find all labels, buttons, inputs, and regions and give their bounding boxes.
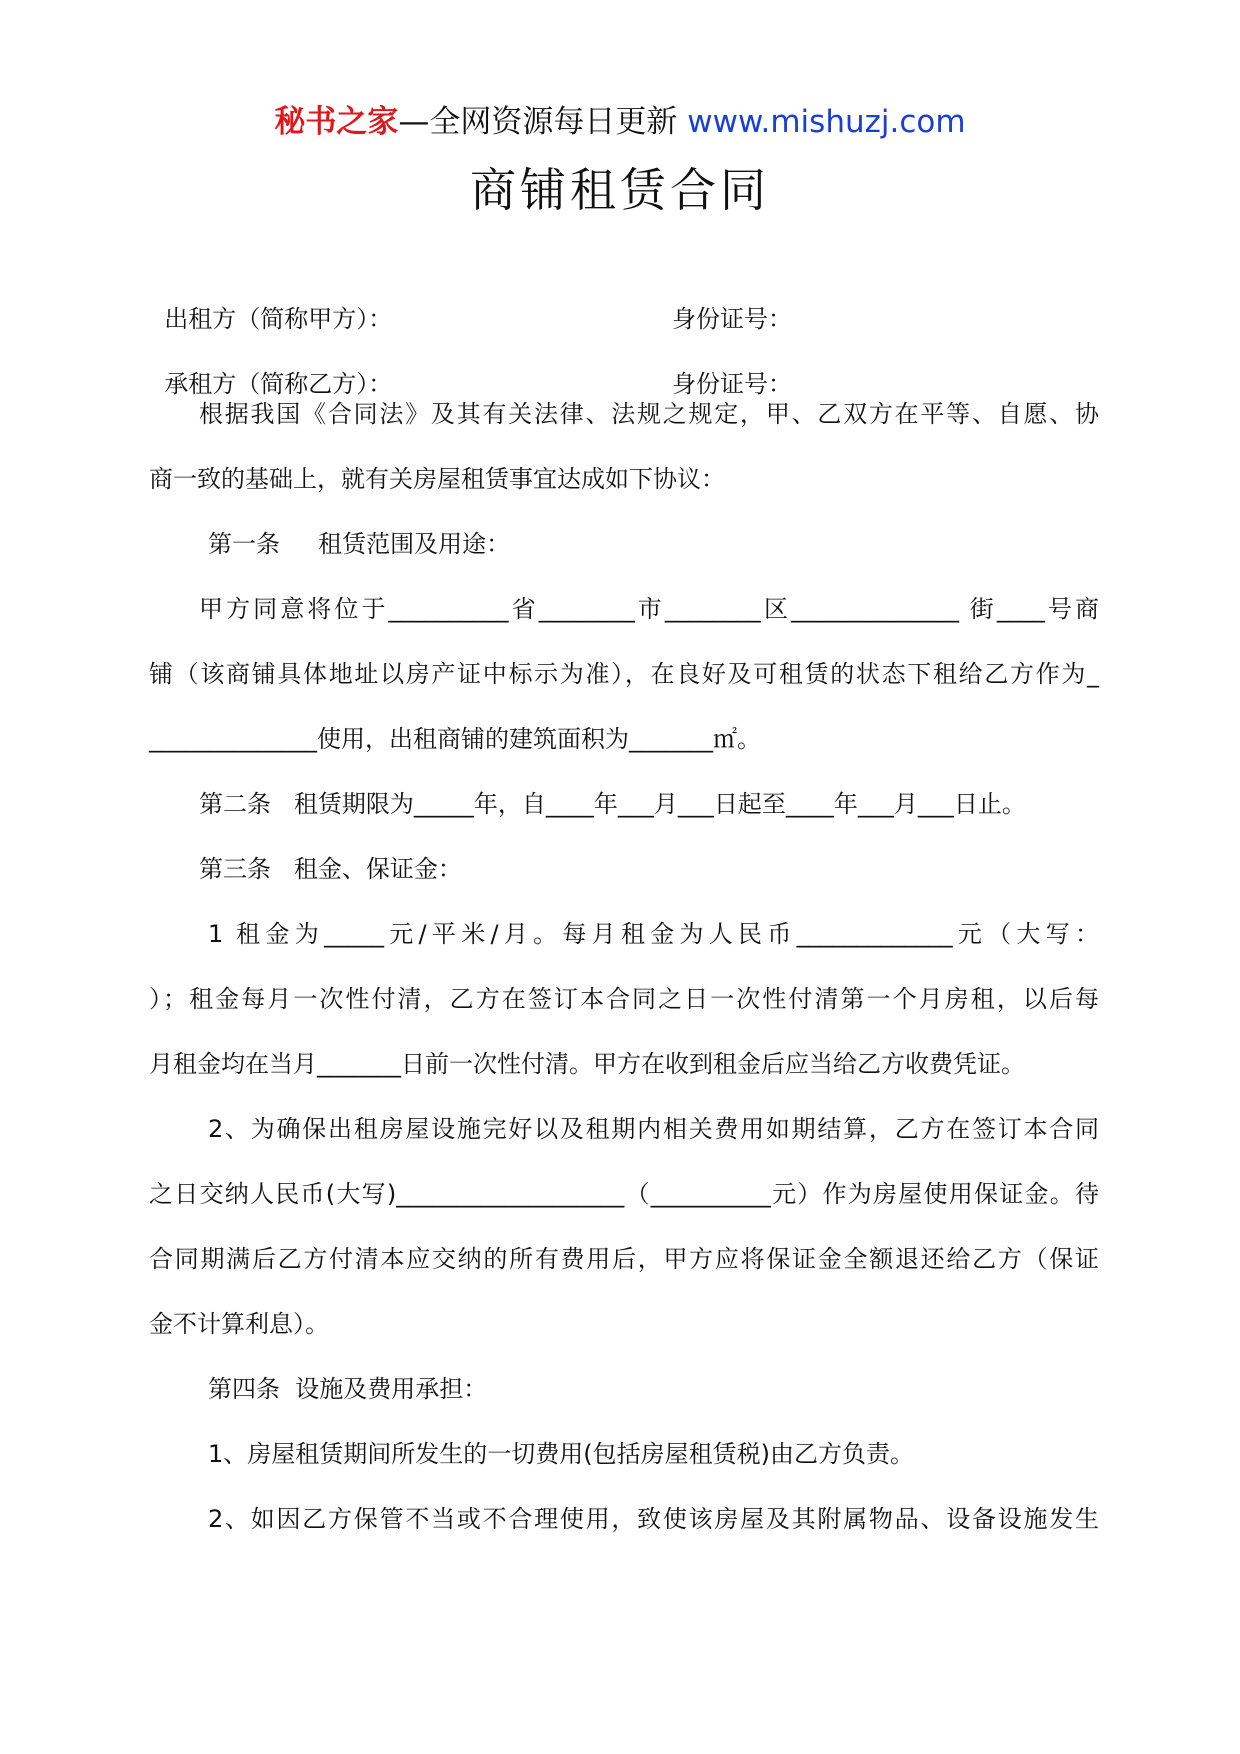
article-2: 第二条 租赁期限为_____年，自____年___月___日起至____年___月___日止。 [199, 790, 1026, 818]
site-banner [0, 102, 1240, 142]
banner-brand: 秘书之家 [274, 104, 399, 140]
article-1-line-2: 铺（该商铺具体地址以房产证中标示为准），在良好及可租赁的状态下租给乙方作为_ [149, 660, 1099, 688]
article-3-clause-1-line-3: 月租金均在当月_______日前一次性付清。甲方在收到租金后应当给乙方收费凭证。 [149, 1050, 1025, 1078]
article-3-clause-1-line-2: ）；租金每月一次性付清，乙方在签订本合同之日一次性付清第一个月房租，以后每 [149, 985, 1099, 1013]
lessee-row [149, 333, 1099, 401]
lessor-row [149, 268, 1099, 336]
article-3-clause-1-line-1: 1 租金为_____元/平米/月。每月租金为人民币_____________元（大写： [208, 920, 1099, 948]
banner-slogan: —全网资源每日更新 [398, 104, 688, 140]
article-3-heading: 第三条 租金、保证金： [199, 855, 462, 883]
article-3-clause-2-line-2: 之日交纳人民币(大写)___________________（__________元）作为房屋使用保证金。待 [149, 1180, 1099, 1208]
article-1-line-1: 甲方同意将位于__________省________市________区______________ 街____号商 [199, 595, 1099, 623]
preamble-line-1: 根据我国《合同法》及其有关法律、法规之规定，甲、乙双方在平等、自愿、协 [199, 400, 1099, 428]
article-1-line-3: ______________使用，出租商铺的建筑面积为_______㎡。 [149, 725, 761, 753]
article-4-clause-2-line-1: 2、如因乙方保管不当或不合理使用，致使该房屋及其附属物品、设备设施发生 [208, 1505, 1099, 1533]
lessor-id-label: 身份证号： [672, 305, 792, 333]
lessee-id-label: 身份证号： [672, 370, 792, 398]
lessor-label: 出租方（简称甲方）： [164, 305, 393, 333]
article-4-clause-1: 1、房屋租赁期间所发生的一切费用(包括房屋租赁税)由乙方负责。 [208, 1440, 914, 1468]
document-title: 商铺租赁合同 [470, 163, 770, 217]
article-4-heading: 第四条 设施及费用承担： [208, 1375, 488, 1403]
article-3-clause-2-line-3: 合同期满后乙方付清本应交纳的所有费用后，甲方应将保证金全额退还给乙方（保证 [149, 1245, 1099, 1273]
article-1-heading: 第一条 租赁范围及用途： [208, 530, 511, 558]
article-3-clause-2-line-1: 2、为确保出租房屋设施完好以及租期内相关费用如期结算，乙方在签订本合同 [208, 1115, 1099, 1143]
article-3-clause-2-line-4: 金不计算利息）。 [149, 1310, 329, 1338]
preamble-line-2: 商一致的基础上，就有关房屋租赁事宜达成如下协议： [149, 465, 725, 493]
lessee-label: 承租方（简称乙方）： [164, 370, 393, 398]
banner-url[interactable]: www.mishuzj.com [687, 104, 966, 140]
